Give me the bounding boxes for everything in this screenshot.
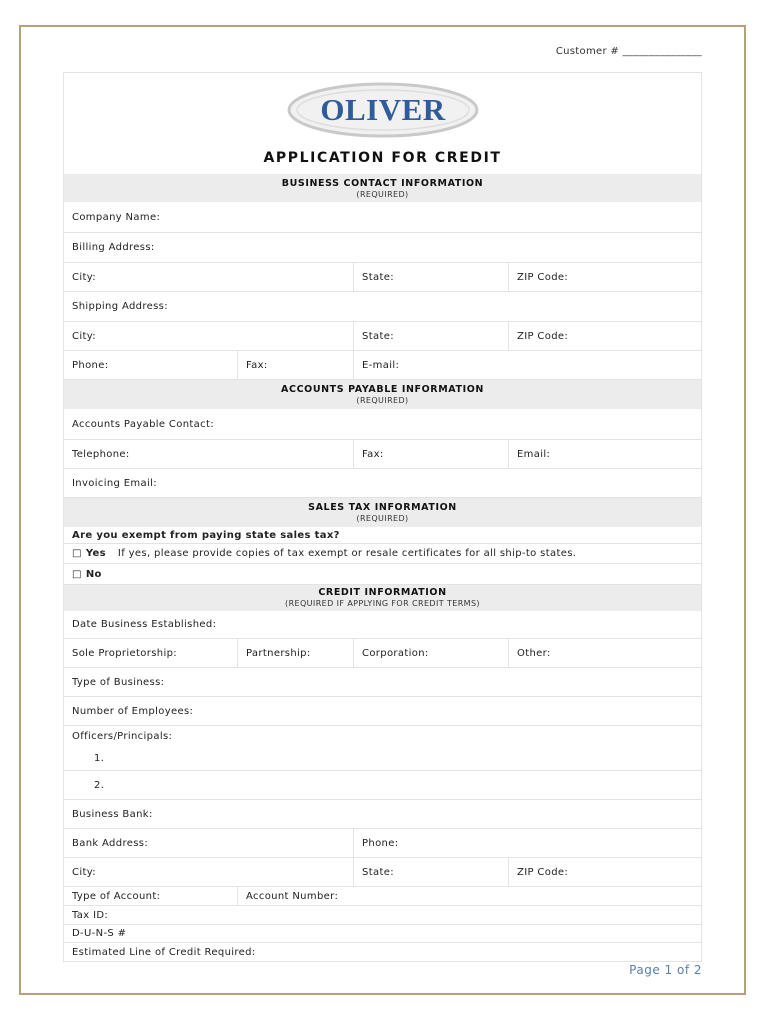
- credit-application-form: [63, 72, 702, 962]
- row-ap-telephone: [64, 440, 701, 469]
- field-bank-address[interactable]: Bank Address:: [72, 837, 149, 849]
- field-officer-1[interactable]: 1.: [94, 752, 105, 764]
- tax-no-option: [64, 564, 703, 584]
- no-label: No: [85, 568, 102, 580]
- no-checkbox[interactable]: □: [72, 568, 82, 580]
- field-estimated-credit[interactable]: Estimated Line of Credit Required:: [72, 947, 256, 958]
- field-city[interactable]: City:: [72, 866, 96, 878]
- row-officers: [64, 726, 701, 746]
- yes-label: Yes: [85, 548, 106, 559]
- row-tax-no: [64, 564, 701, 585]
- section-subtitle: (REQUIRED): [356, 514, 409, 523]
- tax-yes-option: [64, 544, 703, 563]
- field-state[interactable]: State:: [353, 322, 508, 350]
- customer-number-label: Customer # _______________: [555, 46, 702, 57]
- section-header-accounts-payable: [64, 380, 701, 409]
- oliver-logo: [64, 73, 703, 145]
- field-other[interactable]: Other:: [508, 639, 703, 667]
- row-billing-address: [64, 233, 701, 263]
- field-account-number[interactable]: Account Number:: [237, 887, 703, 905]
- field-partnership[interactable]: Partnership:: [237, 639, 353, 667]
- field-bank-phone[interactable]: Phone:: [353, 829, 703, 857]
- field-zip[interactable]: ZIP Code:: [508, 858, 703, 886]
- field-zip[interactable]: ZIP Code:: [508, 322, 703, 350]
- section-title: SALES TAX INFORMATION: [308, 502, 457, 513]
- field-phone[interactable]: Phone:: [72, 359, 109, 371]
- yes-checkbox[interactable]: □: [72, 548, 82, 559]
- tax-exempt-question: Are you exempt from paying state sales tax?: [72, 529, 340, 541]
- row-tax-id: [64, 906, 701, 925]
- field-ap-contact[interactable]: Accounts Payable Contact:: [72, 419, 215, 430]
- field-fax[interactable]: Fax:: [353, 440, 508, 468]
- row-billing-city: [64, 263, 701, 292]
- row-officer-2: [64, 771, 701, 800]
- field-email[interactable]: Email:: [508, 440, 703, 468]
- field-zip[interactable]: ZIP Code:: [508, 263, 703, 291]
- row-account: [64, 887, 701, 906]
- row-type-of-business: [64, 668, 701, 697]
- section-subtitle: (REQUIRED): [356, 396, 409, 405]
- row-tax-yes: [64, 544, 701, 564]
- section-header-business: [64, 174, 701, 202]
- field-state[interactable]: State:: [353, 858, 508, 886]
- row-duns: [64, 925, 701, 943]
- row-estimated-credit: [64, 943, 701, 962]
- field-email[interactable]: E-mail:: [353, 351, 703, 379]
- section-header-sales-tax: [64, 498, 701, 527]
- row-business-type: [64, 639, 701, 668]
- field-invoicing-email[interactable]: Invoicing Email:: [72, 477, 157, 489]
- field-billing-address[interactable]: Billing Address:: [72, 242, 155, 253]
- logo-text: OLIVER: [320, 92, 446, 127]
- logo-area: [64, 73, 701, 145]
- field-type-of-business[interactable]: Type of Business:: [72, 676, 165, 688]
- field-state[interactable]: State:: [353, 263, 508, 291]
- row-ap-contact: [64, 410, 701, 440]
- yes-note: If yes, please provide copies of tax exempt or resale certificates for all ship-to states.: [117, 548, 577, 559]
- field-corporation[interactable]: Corporation:: [353, 639, 508, 667]
- row-officer-1: [64, 746, 701, 771]
- row-shipping-address: [64, 292, 701, 322]
- row-bank-city: [64, 858, 701, 887]
- field-duns[interactable]: D-U-N-S #: [72, 928, 127, 939]
- row-bank-address: [64, 829, 701, 858]
- row-num-employees: [64, 697, 701, 726]
- field-company-name[interactable]: Company Name:: [72, 212, 161, 223]
- field-date-established[interactable]: Date Business Established:: [72, 619, 217, 630]
- row-business-bank: [64, 800, 701, 829]
- section-subtitle: (REQUIRED): [356, 190, 409, 199]
- row-shipping-city: [64, 322, 701, 351]
- field-shipping-address[interactable]: Shipping Address:: [72, 301, 168, 312]
- field-officers-label: Officers/Principals:: [72, 730, 173, 742]
- row-tax-question: [64, 527, 701, 544]
- row-phone-fax-email: [64, 351, 701, 380]
- field-telephone[interactable]: Telephone:: [72, 448, 130, 460]
- section-subtitle: (REQUIRED IF APPLYING FOR CREDIT TERMS): [285, 599, 480, 608]
- field-number-of-employees[interactable]: Number of Employees:: [72, 705, 194, 717]
- row-invoicing-email: [64, 469, 701, 498]
- section-title: BUSINESS CONTACT INFORMATION: [281, 178, 484, 189]
- row-date-established: [64, 611, 701, 639]
- field-type-of-account[interactable]: Type of Account:: [72, 890, 161, 902]
- field-city[interactable]: City:: [72, 271, 96, 283]
- field-fax[interactable]: Fax:: [237, 351, 353, 379]
- field-city[interactable]: City:: [72, 330, 96, 342]
- section-header-credit: [64, 585, 701, 611]
- field-officer-2[interactable]: 2.: [94, 779, 105, 791]
- section-title: ACCOUNTS PAYABLE INFORMATION: [281, 384, 484, 395]
- form-title: APPLICATION FOR CREDIT: [263, 150, 502, 166]
- field-business-bank[interactable]: Business Bank:: [72, 808, 153, 820]
- field-sole-proprietorship[interactable]: Sole Proprietorship:: [72, 647, 178, 659]
- page-number: Page 1 of 2: [629, 963, 702, 977]
- row-company-name: [64, 203, 701, 233]
- section-title: CREDIT INFORMATION: [318, 587, 447, 598]
- field-tax-id[interactable]: Tax ID:: [72, 909, 109, 921]
